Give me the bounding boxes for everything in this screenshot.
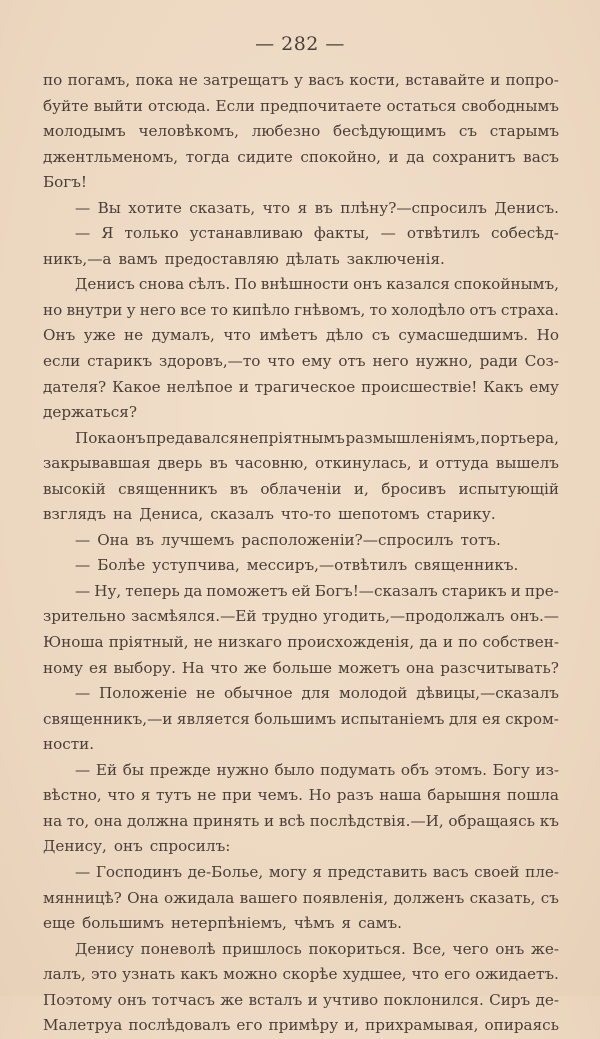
text-line: лалъ, это узнать какъ можно скорѣе худшее, что его ожидаетъ. [43,965,559,984]
text-line: вѣстно, что я тутъ не при чемъ. Но разъ наша барышня пошла [43,786,559,805]
text-line: Малетруа послѣдовалъ его примѣру и, прихрамывая, опираясь [43,1016,559,1035]
text-line: ному ея выбору. На что же больше можетъ она разсчитывать? [43,658,559,677]
text-line: высокій священникъ въ облаченіи и, бросивъ испытующій [43,479,559,498]
text-line: — Болѣе уступчива, мессиръ,—отвѣтилъ священникъ. [75,556,519,575]
text-line: Пока онъ предавался непріятнымъ размышленіямъ, портьера, [75,428,559,447]
text-line: Поэтому онъ тотчасъ же всталъ и учтиво поклонился. Сиръ де- [43,990,559,1009]
text-line: — Ей бы прежде нужно было подумать объ этомъ. Богу из- [75,760,559,779]
text-line: — Господинъ де-Болье, могу я представить васъ своей пле- [75,862,559,881]
text-line: — Я только устанавливаю факты, — отвѣтилъ собесѣд- [75,224,559,243]
text-line: — Она въ лучшемъ расположеніи?—спросилъ тотъ. [75,530,501,549]
text-line: по погамъ, пока не затрещатъ у васъ кости, вставайте и попро- [43,71,559,89]
text-line: Денису поневолѣ пришлось покориться. Все, чего онъ же- [75,939,559,958]
text-line: буйте выйти отсюда. Если предпочитаете остаться свободнымъ [43,96,559,115]
text-line: но внутри у него все то кипѣло гнѣвомъ, то холодѣло отъ страха. [43,300,559,319]
text-line: никъ,—а вамъ предоставляю дѣлать заключенія. [43,249,445,268]
body-text [43,68,559,1039]
text-line: взглядъ на Дениса, сказалъ что-то шепотомъ старику. [43,505,496,524]
page-number: — 282 — [255,33,345,55]
text-line: зрительно засмѣялся.—Ей трудно угодить,—продолжалъ онъ.— [43,607,559,626]
text-line: — Ну, теперь да поможетъ ей Богъ!—сказалъ старикъ и пре- [75,581,559,600]
text-line: Онъ уже не думалъ, что имѣетъ дѣло съ сумасшедшимъ. Но [43,326,559,345]
text-line: — Вы хотите сказать, что я въ плѣну?—спросилъ Денисъ. [75,198,559,217]
text-line: дателя? Какое нелѣпое и трагическое происшествіе! Какъ ему [43,377,559,396]
text-line: — Положеніе не обычное для молодой дѣвицы,—сказалъ [75,684,559,703]
text-line: джентльменомъ, тогда сидите спокойно, и да сохранитъ васъ [43,147,559,166]
text-line: Денису, онъ спросилъ: [43,837,231,856]
text-line: Юноша пріятный, не низкаго происхожденія, да и по собствен- [43,633,559,652]
text-line: мянницѣ? Она ожидала вашего появленія, долженъ сказать, съ [43,888,559,907]
text-line: еще большимъ нетерпѣніемъ, чѣмъ я самъ. [43,914,402,933]
text-line: Денисъ снова сѣлъ. По внѣшности онъ казался спокойнымъ, [75,275,559,294]
text-line: держаться? [43,403,137,422]
text-line: если старикъ здоровъ,—то что ему отъ него нужно, ради Соз- [43,352,559,371]
text-line: священникъ,—и является большимъ испытаніемъ для ея скром- [43,709,559,728]
text-line: Богъ! [43,173,88,192]
text-line: закрывавшая дверь въ часовню, откинулась, и оттуда вышелъ [43,454,559,473]
text-line: ности. [43,735,95,754]
text-line: на то, она должна принять и всѣ послѣдствія.—И, обращаясь къ [43,811,559,830]
text-line: молодымъ человѣкомъ, любезно бесѣдующимъ съ старымъ [43,122,559,141]
